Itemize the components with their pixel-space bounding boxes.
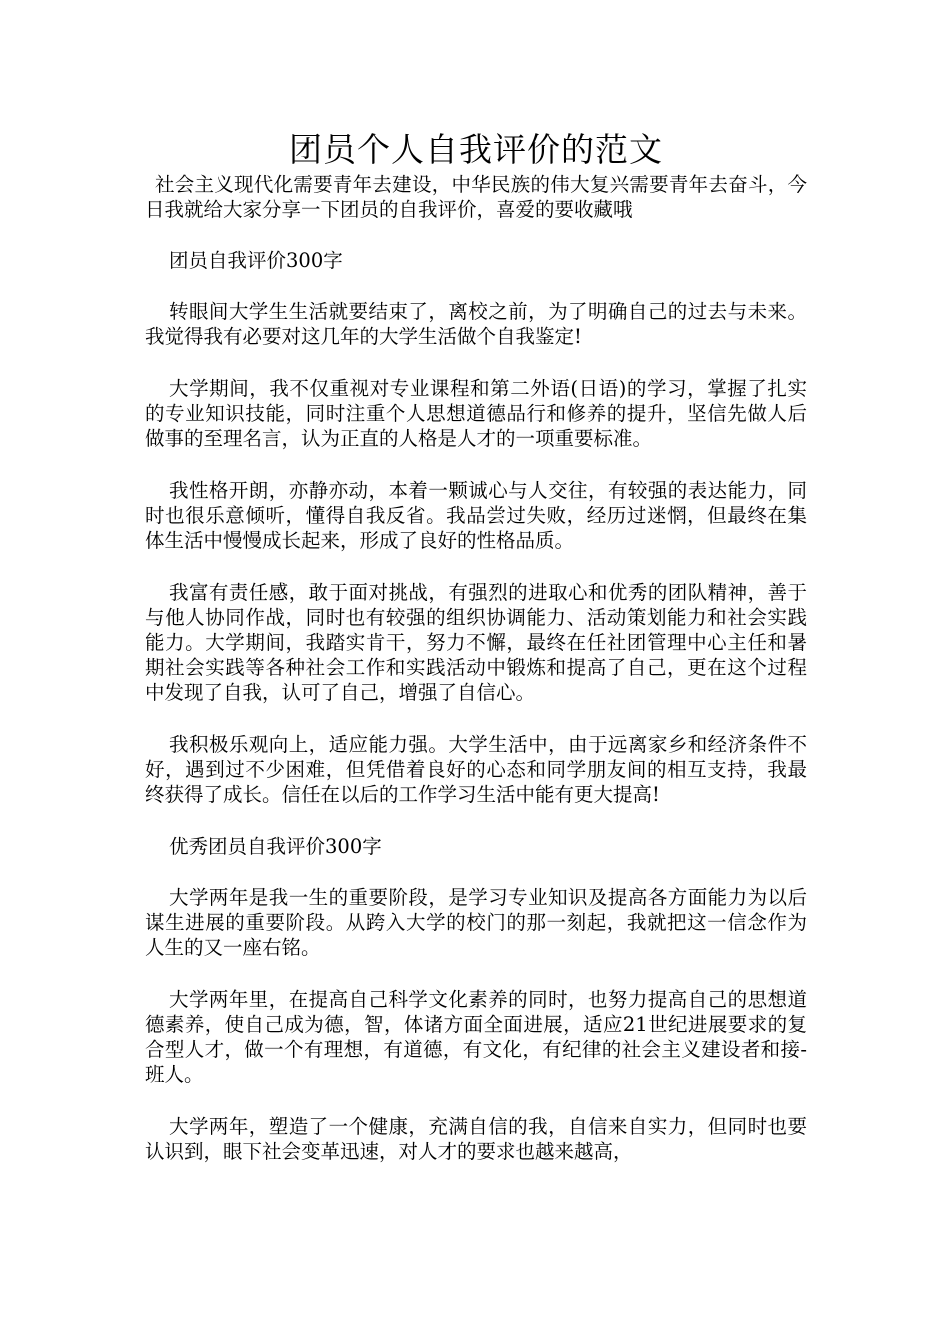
- paragraph: 大学两年，塑造了一个健康，充满自信的我，自信来自实力，但同时也要认识到，眼下社会变革迅速，对人才的要求也越来越高，: [145, 1115, 807, 1163]
- paragraph: 我积极乐观向上，适应能力强。大学生活中，由于远离家乡和经济条件不好，遇到过不少困难，但凭借着良好的心态和同学朋友间的相互支持，我最终获得了成长。信任在以后的工作学习生活中能有更大提高!: [145, 733, 807, 806]
- paragraph: 大学期间，我不仅重视对专业课程和第二外语(日语)的学习，掌握了扎实的专业知识技能，同时注重个人思想道德品行和修养的提升，坚信先做人后做事的至理名言，认为正直的人格是人才的一项重要标准。: [145, 377, 807, 450]
- paragraph: 转眼间大学生生活就要结束了，离校之前，为了明确自己的过去与未来。我觉得我有必要对这几年的大学生活做个自我鉴定!: [145, 300, 807, 348]
- intro-paragraph: 社会主义现代化需要青年去建设，中华民族的伟大复兴需要青年去奋斗，今日我就给大家分享一下团员的自我评价，喜爱的要收藏哦: [145, 173, 807, 221]
- paragraph: 我富有责任感，敢于面对挑战，有强烈的进取心和优秀的团队精神，善于与他人协同作战，同时也有较强的组织协调能力、活动策划能力和社会实践能力。大学期间，我踏实肯干，努力不懈，最终在任社团管理中心主任和暑期社会实践等各种社会工作和实践活动中锻炼和提高了自己，更在这个过程中发现了自我，认可了自己，增强了自信心。: [145, 581, 807, 704]
- section-heading-2: 优秀团员自我评价300字: [169, 835, 382, 858]
- paragraph: 我性格开朗，亦静亦动，本着一颗诚心与人交往，有较强的表达能力，同时也很乐意倾听，懂得自我反省。我品尝过失败，经历过迷惘，但最终在集体生活中慢慢成长起来，形成了良好的性格品质。: [145, 479, 807, 552]
- section-heading-1: 团员自我评价300字: [169, 249, 343, 272]
- paragraph: 大学两年里，在提高自己科学文化素养的同时，也努力提高自己的思想道德素养，使自己成为德，智，体诸方面全面进展，适应21世纪进展要求的复合型人才，做一个有理想，有道德，有文化，有纪律的社会主义建设者和接-班人。: [145, 988, 807, 1086]
- paragraph: 大学两年是我一生的重要阶段，是学习专业知识及提高各方面能力为以后谋生进展的重要阶段。从跨入大学的校门的那一刻起，我就把这一信念作为人生的又一座右铭。: [145, 886, 807, 959]
- document-page: [145, 128, 807, 1191]
- document-title: 团员个人自我评价的范文: [289, 130, 663, 169]
